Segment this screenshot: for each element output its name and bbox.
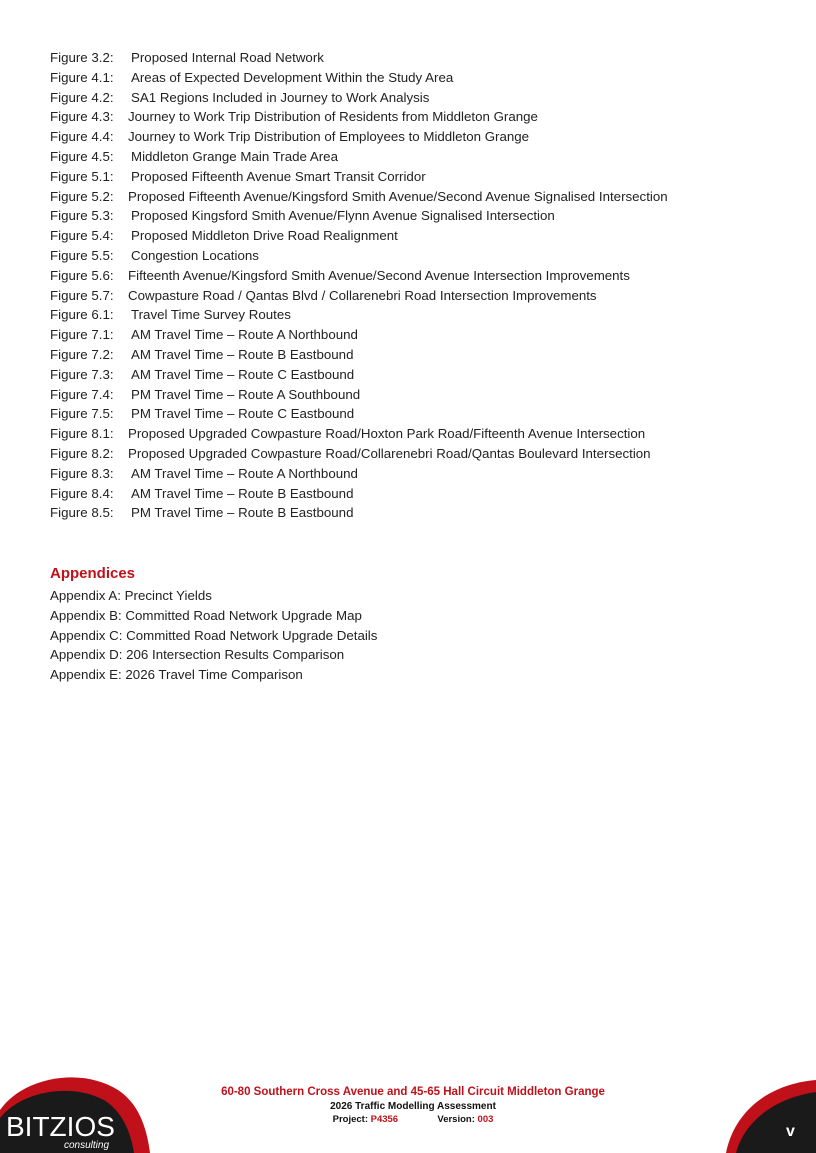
figure-number: Figure 7.2: bbox=[50, 346, 114, 362]
figure-list-item bbox=[50, 147, 668, 167]
version-value: 003 bbox=[477, 1114, 494, 1125]
figure-list-item bbox=[50, 107, 668, 127]
figure-number: Figure 4.4: bbox=[50, 129, 114, 145]
figure-list-item bbox=[50, 503, 668, 523]
version-label: Version: bbox=[437, 1114, 475, 1125]
figure-title: Journey to Work Trip Distribution of Residents from Middleton Grange bbox=[128, 109, 538, 125]
figure-number: Figure 4.5: bbox=[50, 148, 114, 164]
figure-title: Proposed Middleton Drive Road Realignment bbox=[131, 228, 398, 244]
appendix-item: Appendix A: Precinct Yields bbox=[50, 588, 212, 603]
figure-number: Figure 8.5: bbox=[50, 505, 114, 521]
figure-list-item bbox=[50, 484, 668, 504]
figure-number: Figure 5.1: bbox=[50, 168, 114, 184]
figure-list-item bbox=[50, 48, 668, 68]
appendices-heading: Appendices bbox=[50, 565, 136, 582]
figure-list-item bbox=[50, 464, 668, 484]
figure-list-item bbox=[50, 404, 668, 424]
figure-title: Proposed Fifteenth Avenue Smart Transit Corridor bbox=[131, 168, 426, 184]
appendices-list bbox=[50, 586, 377, 685]
figure-title: AM Travel Time – Route B Eastbound bbox=[131, 485, 354, 501]
figure-title: Fifteenth Avenue/Kingsford Smith Avenue/Second Avenue Intersection Improvements bbox=[128, 267, 630, 283]
list-of-figures bbox=[50, 48, 668, 523]
figure-number: Figure 5.2: bbox=[50, 188, 114, 204]
appendix-item: Appendix B: Committed Road Network Upgrade Map bbox=[50, 607, 362, 623]
figure-title: PM Travel Time – Route B Eastbound bbox=[131, 505, 354, 521]
figure-title: AM Travel Time – Route C Eastbound bbox=[131, 366, 355, 382]
footer-report-title: 2026 Traffic Modelling Assessment bbox=[330, 1101, 496, 1112]
figure-number: Figure 7.3: bbox=[50, 366, 114, 382]
figure-title: Cowpasture Road / Qantas Blvd / Collarenebri Road Intersection Improvements bbox=[128, 287, 597, 303]
figure-title: Middleton Grange Main Trade Area bbox=[131, 148, 338, 164]
figure-list-item bbox=[50, 226, 668, 246]
figure-list-item bbox=[50, 325, 668, 345]
figure-number: Figure 5.7: bbox=[50, 287, 114, 303]
figure-list-item bbox=[50, 206, 668, 226]
logo-wordmark: BITZIOS bbox=[6, 1111, 115, 1142]
figure-title: Proposed Upgraded Cowpasture Road/Collarenebri Road/Qantas Boulevard Intersection bbox=[128, 445, 651, 461]
figure-list-item bbox=[50, 266, 668, 286]
figure-list-item bbox=[50, 88, 668, 108]
figure-number: Figure 8.4: bbox=[50, 485, 114, 501]
figure-title: PM Travel Time – Route C Eastbound bbox=[131, 406, 355, 422]
figure-number: Figure 5.5: bbox=[50, 247, 114, 263]
figure-title: Congestion Locations bbox=[131, 247, 259, 263]
figure-list-item bbox=[50, 286, 668, 306]
figure-title: AM Travel Time – Route A Northbound bbox=[131, 465, 358, 481]
figure-title: Proposed Upgraded Cowpasture Road/Hoxton Park Road/Fifteenth Avenue Intersection bbox=[128, 426, 646, 442]
figure-number: Figure 7.5: bbox=[50, 406, 114, 422]
figure-title: SA1 Regions Included in Journey to Work Analysis bbox=[131, 89, 430, 105]
figure-number: Figure 8.2: bbox=[50, 445, 114, 461]
figure-number: Figure 4.3: bbox=[50, 109, 114, 125]
project-value: P4356 bbox=[370, 1114, 399, 1125]
figure-number: Figure 8.1: bbox=[50, 426, 114, 442]
figure-title: Journey to Work Trip Distribution of Employees to Middleton Grange bbox=[128, 129, 530, 145]
page-number: v bbox=[786, 1123, 795, 1140]
page-corner-badge bbox=[726, 1080, 816, 1153]
figure-list-item bbox=[50, 187, 668, 207]
figure-list-item bbox=[50, 444, 668, 464]
appendix-item: Appendix D: 206 Intersection Results Comparison bbox=[50, 647, 345, 663]
figure-number: Figure 5.3: bbox=[50, 208, 114, 224]
figure-title: Proposed Fifteenth Avenue/Kingsford Smith Avenue/Second Avenue Signalised Intersection bbox=[128, 188, 668, 204]
figure-title: Proposed Kingsford Smith Avenue/Flynn Avenue Signalised Intersection bbox=[131, 208, 555, 224]
figure-number: Figure 4.2: bbox=[50, 89, 114, 105]
footer-project-version bbox=[0, 1113, 816, 1126]
appendix-item: Appendix C: Committed Road Network Upgrade Details bbox=[50, 627, 378, 643]
figure-title: Areas of Expected Development Within the Study Area bbox=[131, 69, 454, 85]
figure-list-item bbox=[50, 68, 668, 88]
figure-list-item bbox=[50, 167, 668, 187]
figure-number: Figure 4.1: bbox=[50, 69, 114, 85]
footer-project-title: 60-80 Southern Cross Avenue and 45-65 Hall Circuit Middleton Grange bbox=[221, 1086, 605, 1098]
figure-list-item bbox=[50, 246, 668, 266]
appendix-item: Appendix E: 2026 Travel Time Comparison bbox=[50, 667, 303, 683]
figure-number: Figure 5.6: bbox=[50, 267, 114, 283]
figure-number: Figure 8.3: bbox=[50, 465, 114, 481]
figure-number: Figure 5.4: bbox=[50, 228, 114, 244]
figure-title: Proposed Internal Road Network bbox=[131, 50, 324, 65]
page-footer bbox=[0, 1085, 816, 1126]
figure-title: Travel Time Survey Routes bbox=[131, 307, 291, 323]
figure-title: AM Travel Time – Route B Eastbound bbox=[131, 346, 354, 362]
figure-list-item bbox=[50, 305, 668, 325]
figure-number: Figure 7.1: bbox=[50, 327, 114, 343]
figure-number: Figure 6.1: bbox=[50, 307, 114, 323]
figure-title: PM Travel Time – Route A Southbound bbox=[131, 386, 361, 402]
figure-number: Figure 7.4: bbox=[50, 386, 114, 402]
figure-title: AM Travel Time – Route A Northbound bbox=[131, 327, 358, 343]
figure-list-item bbox=[50, 345, 668, 365]
figure-list-item bbox=[50, 127, 668, 147]
project-label: Project: bbox=[332, 1114, 368, 1125]
figure-number: Figure 3.2: bbox=[50, 50, 114, 65]
figure-list-item bbox=[50, 424, 668, 444]
logo-subtext: consulting bbox=[64, 1140, 110, 1151]
figure-list-item bbox=[50, 365, 668, 385]
figure-list-item bbox=[50, 385, 668, 405]
